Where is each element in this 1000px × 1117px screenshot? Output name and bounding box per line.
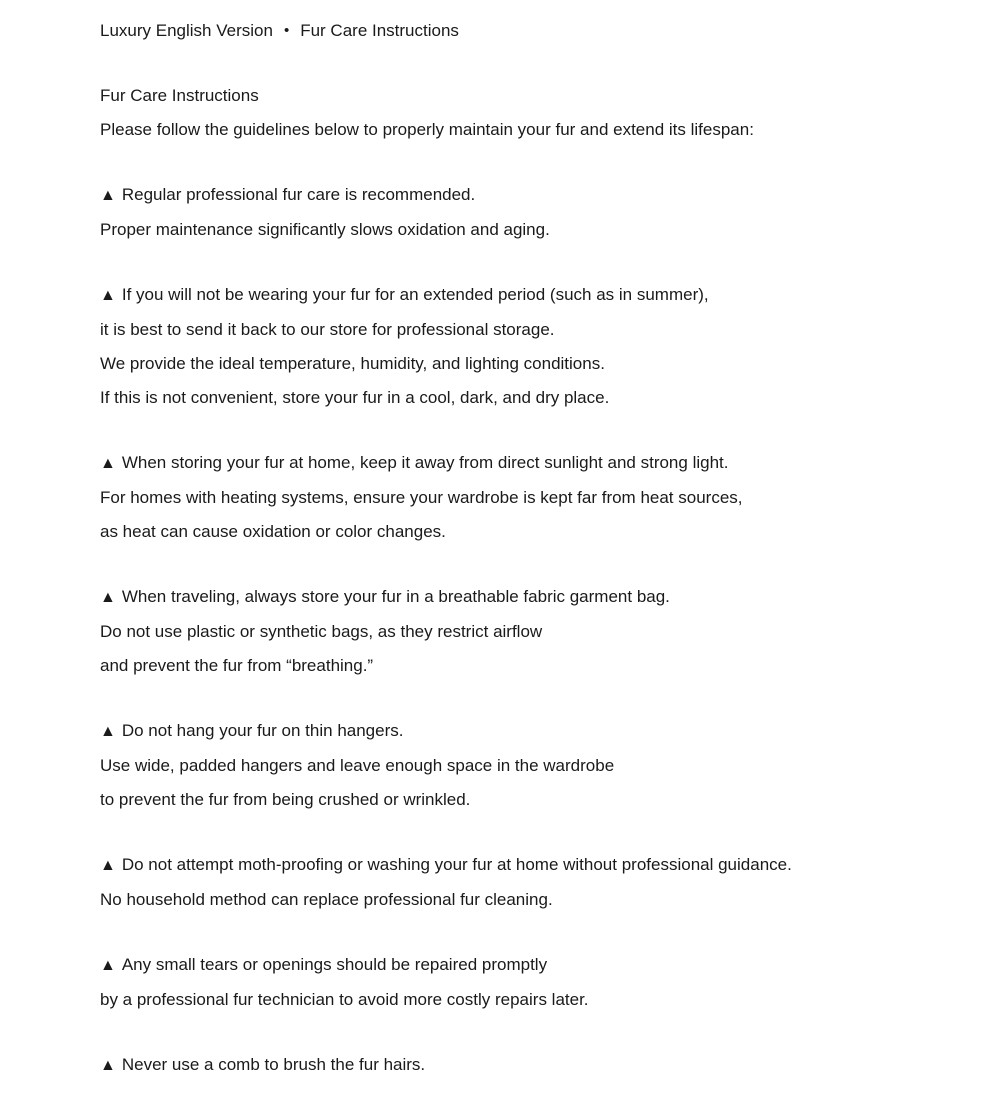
section-lead-text: Do not attempt moth-proofing or washing your fur at home without professional guidance. — [121, 855, 792, 874]
section-line: it is best to send it back to our store for professional storage. — [100, 320, 555, 339]
section-lead-text: Any small tears or openings should be repaired promptly — [121, 955, 548, 974]
section-lead-line — [100, 178, 960, 213]
section-line: Do not use plastic or synthetic bags, as they restrict airflow — [100, 622, 543, 641]
section-line: and prevent the fur from “breathing.” — [100, 656, 374, 675]
section-lead-line — [100, 1048, 960, 1083]
intro-subheading: Please follow the guidelines below to properly maintain your fur and extend its lifespan: — [100, 120, 754, 139]
section-lead-line — [100, 948, 960, 983]
section-lead-text: Regular professional fur care is recommended. — [121, 185, 476, 204]
section-line: We provide the ideal temperature, humidity, and lighting conditions. — [100, 354, 605, 373]
triangle-bullet-icon: ▲ — [100, 1057, 116, 1074]
section-line: Proper maintenance significantly slows oxidation and aging. — [100, 220, 550, 239]
section-line: Use wide, padded hangers and leave enough space in the wardrobe — [100, 756, 615, 775]
section-line: If this is not convenient, store your fur in a cool, dark, and dry place. — [100, 388, 610, 407]
section-lead-line — [100, 446, 960, 481]
care-section-home-storage — [100, 446, 960, 549]
section-line: No household method can replace professional fur cleaning. — [100, 890, 553, 909]
document-header — [100, 14, 960, 48]
care-section-repairs — [100, 948, 960, 1017]
section-lead-text: Never use a comb to brush the fur hairs. — [121, 1055, 426, 1074]
header-prefix: Luxury English Version — [100, 21, 273, 40]
section-lead-text: Do not hang your fur on thin hangers. — [121, 721, 404, 740]
triangle-bullet-icon: ▲ — [100, 857, 116, 874]
triangle-bullet-icon: ▲ — [100, 957, 116, 974]
triangle-bullet-icon: ▲ — [100, 187, 116, 204]
section-lead-text: When storing your fur at home, keep it away from direct sunlight and strong light. — [121, 453, 729, 472]
section-lead-line — [100, 278, 960, 313]
header-line — [100, 14, 960, 48]
section-line: For homes with heating systems, ensure your wardrobe is kept far from heat sources, — [100, 488, 743, 507]
care-section-traveling — [100, 580, 960, 683]
section-lead-line — [100, 580, 960, 615]
care-section-comb — [100, 1048, 960, 1083]
intro-heading: Fur Care Instructions — [100, 86, 259, 105]
triangle-bullet-icon: ▲ — [100, 287, 116, 304]
triangle-bullet-icon: ▲ — [100, 455, 116, 472]
section-line: by a professional fur technician to avoid more costly repairs later. — [100, 990, 589, 1009]
header-title: Fur Care Instructions — [300, 21, 459, 40]
section-lead-text: If you will not be wearing your fur for an extended period (such as in summer), — [121, 285, 709, 304]
triangle-bullet-icon: ▲ — [100, 589, 116, 606]
care-section-hangers — [100, 714, 960, 817]
separator-dot-icon: • — [283, 22, 290, 39]
section-lead-line — [100, 714, 960, 749]
section-line: to prevent the fur from being crushed or wrinkled. — [100, 790, 471, 809]
section-line: as heat can cause oxidation or color changes. — [100, 522, 446, 541]
care-section-extended-storage — [100, 278, 960, 415]
intro-paragraph — [100, 79, 960, 147]
section-lead-text: When traveling, always store your fur in a breathable fabric garment bag. — [121, 587, 670, 606]
care-section-regular-care — [100, 178, 960, 247]
section-lead-line — [100, 848, 960, 883]
triangle-bullet-icon: ▲ — [100, 723, 116, 740]
care-section-moth-proofing — [100, 848, 960, 917]
